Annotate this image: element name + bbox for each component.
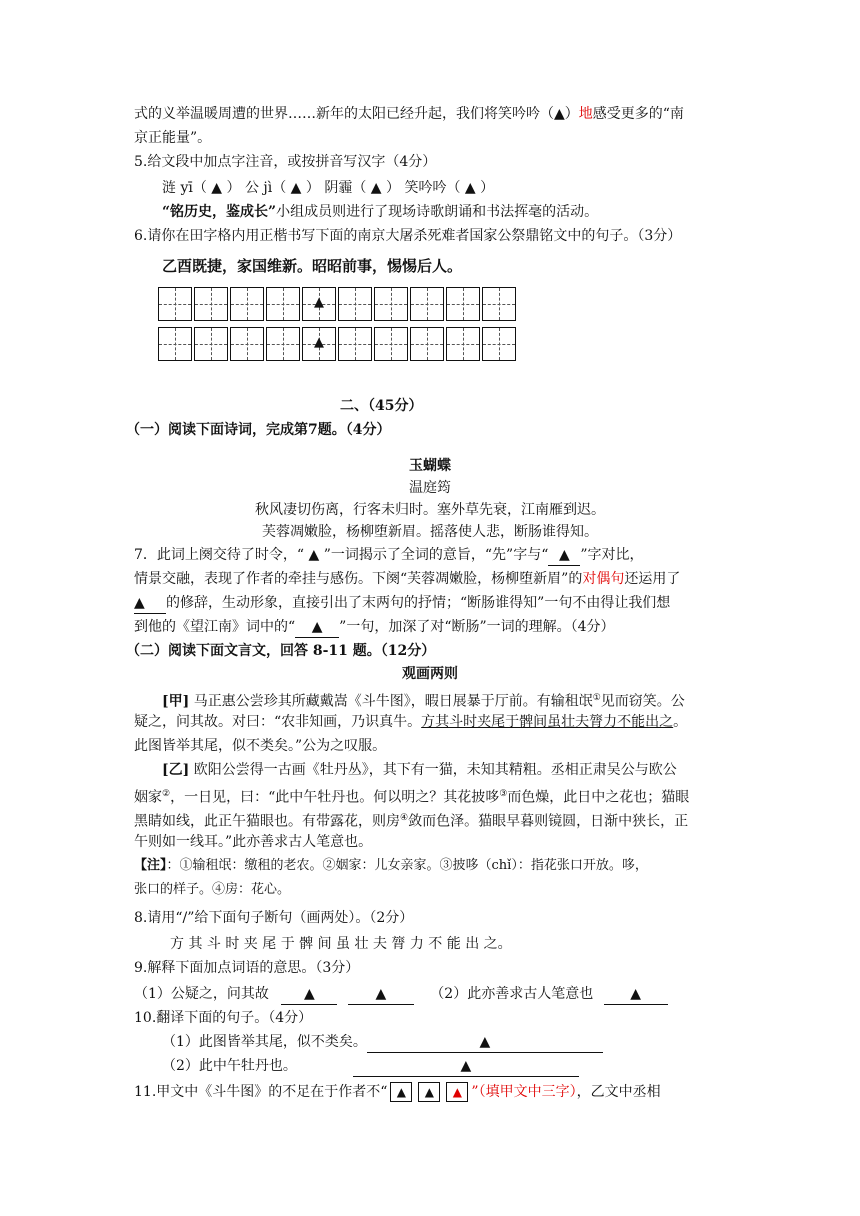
question-5: 5.给文段中加点字注音，或按拼音写汉字（4分） (134, 154, 437, 170)
grid-cell[interactable] (230, 287, 264, 321)
text-yi-line-1: [乙] 欧阳公尝得一古画《牡丹丛》，其下有一猫，未知其精粗。丞相正肃吴公与欧公 (162, 762, 677, 778)
answer-blank[interactable]: ▲ (134, 593, 166, 614)
question-10-item-1: （1）此图皆举其尾，似不类矣。 ▲ (162, 1032, 603, 1053)
text-line-2: 京正能量”。 (134, 130, 212, 146)
answer-box[interactable]: ▲ (390, 1082, 412, 1102)
question-7-line-4: 到他的《望江南》词中的“ ▲ ”一句，加深了对“断肠”一词的理解。（4分） (134, 617, 615, 638)
poem-line-1: 秋风凄切伤离，行客未归时。塞外草先衰，江南雁到迟。 (255, 502, 605, 518)
grid-cell[interactable] (302, 287, 336, 321)
grid-cell[interactable] (446, 287, 480, 321)
grid-cell[interactable] (446, 327, 480, 361)
grid-cell[interactable] (194, 327, 228, 361)
answer-blank[interactable]: ▲ (353, 1056, 579, 1077)
text-jia-line-3: 此图皆举其尾，似不类矣。”公为之叹服。 (134, 738, 387, 754)
poem-line-2: 芙蓉凋嫩脸，杨柳堕新眉。摇落使人悲，断肠谁得知。 (262, 524, 598, 540)
answer-blank[interactable]: ▲ (295, 617, 339, 638)
text-yi-line-3: 黑睛如线，此正午猫眼也。有带露花，则房④敛而色泽。猫眼早暮则镜圆，日渐中狭长，正 (134, 813, 689, 830)
part-1-heading: （一）阅读下面诗词，完成第7题。（4分） (126, 422, 391, 438)
question-10-item-2: （2）此中午牡丹也。 ▲ (162, 1056, 579, 1077)
inscription-text: 乙酉既捷，家国维新。昭昭前事，惕惕后人。 (162, 257, 463, 275)
question-6: 6.请你在田字格内用正楷书写下面的南京大屠杀死难者国家公祭鼎铭文中的句子。（3分） (134, 228, 682, 244)
question-10: 10.翻译下面的句子。（4分） (134, 1010, 313, 1026)
text-yi-line-2: 姻家②，一日见，曰：“此中午牡丹也。何以明之？其花披哆③而色燥，此日中之花也；猫眼 (134, 789, 690, 806)
question-8: 8.请用“/”给下面句子断句（画两处）。（2分） (134, 910, 414, 926)
red-word: 地 (578, 106, 593, 122)
grid-cell[interactable] (482, 287, 516, 321)
grid-cell[interactable] (374, 287, 408, 321)
answer-blank[interactable]: ▲ (367, 1032, 603, 1053)
text-line-1: 式的义举温暖周遭的世界……新年的太阳已经升起，我们将笑吟吟（▲）地感受更多的“南 (134, 106, 684, 122)
tianzi-grid-row-1[interactable] (158, 287, 518, 321)
grid-cell[interactable] (230, 327, 264, 361)
question-9: 9.解释下面加点词语的意思。（3分） (134, 960, 360, 976)
text-yi-line-4: 午则如一线耳。”此亦善求古人笔意也。 (134, 834, 373, 850)
question-11: 11.甲文中《斗牛图》的不足在于作者不“ ▲ ▲ ▲ ”（填甲文中三字），乙文中丞相 (134, 1084, 661, 1100)
question-7-line-2: 情景交融，表现了作者的牵挂与感伤。下阕“芙蓉凋嫩脸，杨柳堕新眉”的对偶句还运用了 (134, 571, 681, 587)
classical-text-title: 观画两则 (402, 666, 458, 682)
triangle-marker: ▲ (314, 295, 324, 310)
question-8-sentence: 方 其 斗 时 夹 尾 于 髀 间 虽 壮 夫 膂 力 不 能 出 之。 (170, 936, 512, 952)
grid-cell[interactable] (338, 287, 372, 321)
grid-cell[interactable] (410, 287, 444, 321)
section-2-heading: 二、（45分） (340, 398, 423, 414)
question-7-line-3: ▲ 的修辞，生动形象，直接引出了末两句的抒情；“断肠谁得知”一句不由得让我们想 (134, 593, 670, 614)
part-2-heading: （二）阅读下面文言文，回答 8-11 题。（12分） (126, 643, 436, 659)
answer-box[interactable]: ▲ (446, 1082, 468, 1102)
grid-cell[interactable] (266, 327, 300, 361)
answer-blank[interactable]: ▲ (281, 984, 337, 1005)
triangle-marker: ▲ (314, 335, 324, 350)
grid-cell[interactable] (302, 327, 336, 361)
tianzi-grid-row-2[interactable] (158, 327, 518, 361)
grid-cell[interactable] (338, 327, 372, 361)
underlined-sentence: 方其斗时夹尾于髀间虽壮夫膂力不能出之 (421, 714, 674, 730)
text-jia-line-2: 疑之，问其故。对曰：“农非知画，乃识真牛。方其斗时夹尾于髀间虽壮夫膂力不能出之。 (134, 714, 688, 730)
question-5-items: 涟 yī（ ▲ ） 公 jì（ ▲ ） 阴霾（ ▲ ） 笑吟吟（ ▲ ） (162, 180, 495, 196)
text-jia-line-1: [甲] 马正惠公尝珍其所藏戴嵩《斗牛图》，暇日展暴于厅前。有输租氓①见而窃笑。公 (162, 693, 685, 710)
poem-title: 玉蝴蝶 (409, 458, 451, 474)
answer-box[interactable]: ▲ (418, 1082, 440, 1102)
annotation-line-2: 张口的样子。④房：花心。 (134, 882, 291, 897)
grid-cell[interactable] (266, 287, 300, 321)
annotation-line-1: 【注】：①输租氓：缴租的老农。②姻家：儿女亲家。③披哆（chǐ）：指花张口开放。哆， (134, 858, 648, 873)
answer-blank[interactable]: ▲ (548, 545, 580, 566)
answer-blank[interactable]: ▲ (348, 984, 414, 1005)
grid-cell[interactable] (374, 327, 408, 361)
group-note: “铭历史，鉴成长”小组成员则进行了现场诗歌朗诵和书法挥毫的活动。 (162, 204, 599, 220)
grid-cell[interactable] (158, 287, 192, 321)
grid-cell[interactable] (482, 327, 516, 361)
grid-cell[interactable] (158, 327, 192, 361)
grid-cell[interactable] (410, 327, 444, 361)
grid-cell[interactable] (194, 287, 228, 321)
question-7-line-1: 7．此词上阕交待了时令，“ ▲ ”一词揭示了全词的意旨，“先”字与“ ▲ ”字对比， (134, 545, 644, 566)
question-9-items: （1）公疑之，问其故 ▲ ▲ （2）此亦善求古人笔意也 ▲ (134, 984, 668, 1005)
answer-blank[interactable]: ▲ (604, 984, 668, 1005)
poem-author: 温庭筠 (409, 480, 451, 496)
